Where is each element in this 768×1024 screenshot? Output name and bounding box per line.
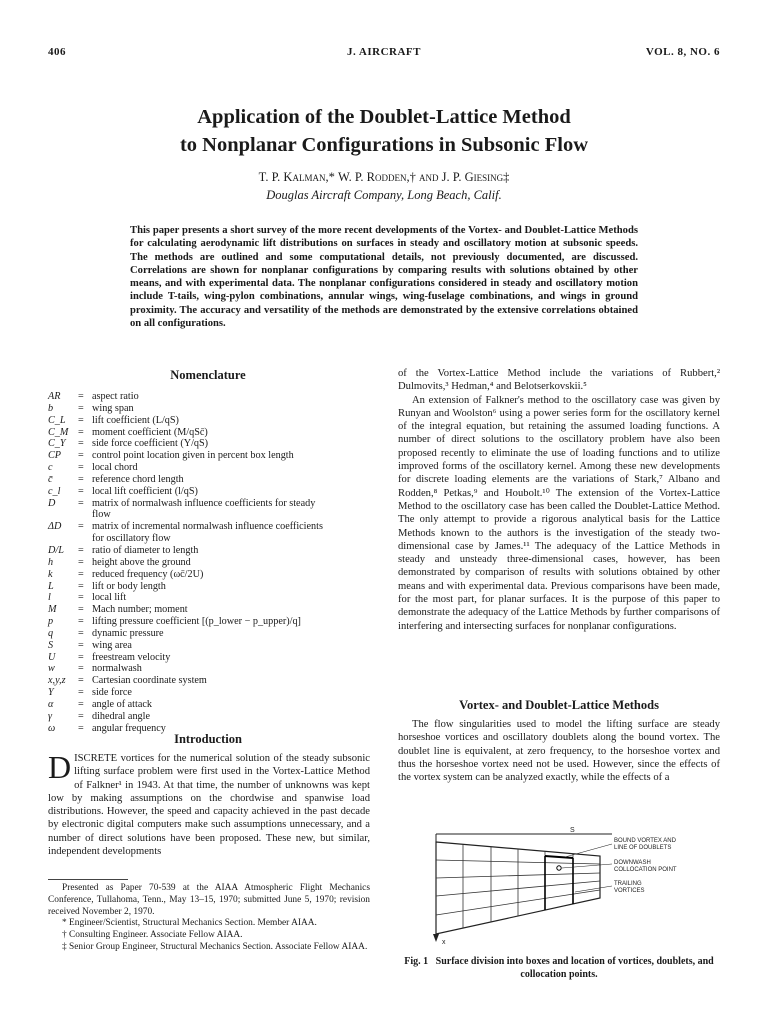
nomenclature-row [48,569,373,581]
nomenclature-equals: = [78,414,84,426]
nomenclature-symbol: w [48,663,55,675]
nomenclature-definition: reference chord length [92,473,184,485]
label-bound-vortex-1: BOUND VORTEX AND [614,838,676,844]
nomenclature-row [48,391,373,403]
nomenclature-heading: Nomenclature [170,368,246,382]
nomenclature-symbol: CP [48,450,62,462]
bound-vortex [545,856,573,858]
nomenclature-equals: = [78,391,84,402]
nomenclature-definition: lifting pressure coefficient [(p_lower − p_upper)/q] [92,616,301,628]
nomenclature-row [48,427,373,439]
paper-title [0,103,768,159]
nomenclature-symbol: AR [48,391,61,402]
nomenclature-symbol: D/L [48,544,64,556]
caption-text: Surface division into boxes and location of vortices, doublets, and collocation points. [435,956,714,980]
nomenclature-equals: = [78,544,84,556]
nomenclature-equals: = [78,438,84,450]
wing-lattice-diagram [400,822,720,952]
section-heading-vdl: Vortex- and Doublet-Lattice Methods [459,698,659,712]
nomenclature-symbol: C_M [48,426,69,438]
nomenclature-equals: = [78,497,84,509]
footnote-rule [48,879,128,880]
nomenclature-symbol: ω [48,722,56,734]
nomenclature-definition: wing area [92,639,132,651]
nomenclature-symbol: C_Y [48,438,66,450]
caption-label: Fig. 1 [404,956,429,967]
nomenclature-definition: aspect ratio [92,391,139,402]
nomenclature-equals: = [78,402,84,414]
nomenclature-definition: freestream velocity [92,651,171,663]
nomenclature-equals: = [78,687,84,699]
nomenclature-definition: wing span [92,402,134,414]
nomenclature-row [48,604,373,616]
author-rodden: W. P. Rodden,† [337,170,416,184]
nomenclature-equals: = [78,592,84,604]
nomenclature-row [48,450,373,462]
nomenclature-equals: = [78,556,84,568]
nomenclature-definition: angle of attack [92,698,152,710]
leader-lines [562,844,612,892]
paragraph: An extension of Falkner's method to the oscillatory case was given by Runyan and Woolston⁶ using a power series form for the oscillatory kernel of the integral equation, but retaining the assumed loading functions. A number of direct solutions to the oscillatory problem have also been proposed recently to eliminate the use of loading functions and to utilize improved forms of the oscillatory kernel. Among these new developments for discrete loading elements are the variations of Stark,⁷ Albano and Rodden,⁸ Petkas,⁹ and Houbolt.¹⁰ The extension of the Vortex-Lattice Method to the oscillatory case has been called the Doublet-Lattice Method. The only attempt to provide a rigorous analytical basis for the Lattice Methods known to the authors is the investigation of the steady two-dimensional case by James.¹¹ The adequacy of the Lattice Methods in steady and unsteady three-dimensional cases, however, has been demonstrated by comparison of results with solutions obtained by other means and with experimental data. Previous comparisons have been made, for the most part, for planar surfaces. It is the purpose of this paper to demonstrate the adequacy of the Lattice Methods by further comparisons of interfering and intersecting surfaces for nonplanar configurations. [398,394,720,632]
nomenclature-row [48,462,373,474]
affiliation: Douglas Aircraft Company, Long Beach, Calif. [266,188,502,202]
nomenclature-definition: local lift coefficient (l/qS) [92,485,198,497]
nomenclature-row [48,521,373,533]
label-s: S [570,827,575,834]
journal-name: J. AIRCRAFT [347,46,421,58]
nomenclature-symbol: q [48,627,54,639]
label-trailing-2: VORTICES [614,888,645,894]
nomenclature-definition: angular frequency [92,722,166,734]
footnotes [48,883,370,954]
abstract: This paper presents a short survey of the more recent developments of the Vortex- and Doublet-Lattice Methods for calculating aerodynamic lift distributions on surfaces in steady and oscillatory motion at subsonic speeds. The methods are outlined and some computational details, not previously documented, are discussed. Correlations are shown for nonplanar configurations by comparing results with solutions obtained by other means, and with experimental data. The nonplanar configurations considered in steady and oscillatory motion include T-tails, wing-pylon combinations, annular wings, wing-fuselage combinations, and wings in ground proximity. The accuracy and versatility of the methods are demonstrated by the extensive correlations obtained on all configurations. [130,225,638,330]
nomenclature-definition: local chord [92,462,138,474]
author-kalman: T. P. Kalman,* [258,170,335,184]
footnote: ‡ Senior Group Engineer, Structural Mechanics Section. Associate Fellow AIAA. [62,941,368,952]
nomenclature-definition: reduced frequency (ωc̄/2U) [92,568,204,580]
nomenclature-row [48,628,373,640]
introduction-heading: Introduction [174,732,242,746]
footnote: † Consulting Engineer. Associate Fellow AIAA. [62,930,243,941]
page-number: 406 [48,46,66,58]
nomenclature-equals: = [78,651,84,663]
introduction-body: ISCRETE vortices for the numerical solution of the steady subsonic lifting surface problem were first used in the Vortex-Lattice Method of Falkner¹ in 1943. At that time, the number of unknowns was kept low by making assumptions on the chordwise and spanwise load distributions. However, the speed and capacity achieved in the past decade by electronic digital computers make such assumptions unnecessary, and a number of direct solutions have been proposed. These new, but similar, independent developments [48,753,370,858]
nomenclature-equals: = [78,580,84,592]
label-downwash-1: DOWNWASH [614,860,651,866]
nomenclature-symbol: p [48,616,54,628]
nomenclature-definition: side force [92,687,132,699]
nomenclature-symbol: U [48,651,56,663]
nomenclature-symbol: C_L [48,414,66,426]
paragraph: of the Vortex-Lattice Method include the variations of Rubbert,² Dulmovits,³ Hedman,⁴ and Belotserkovskii.⁵ [398,368,720,393]
nomenclature-row [48,699,373,711]
author-block [0,168,768,204]
paragraph: The flow singularities used to model the lifting surface are steady horseshoe vortices and oscillatory doublets along the bound vortex. The doublet line is equivalent, at zero frequency, to the horseshoe vortex and thus the horseshoe vortex need not be used. However, since the effects of the vortex system can be analyzed exactly, while the effects of a [398,719,720,784]
nomenclature-row [48,616,373,628]
nomenclature-row [48,415,373,427]
nomenclature-row [48,486,373,498]
nomenclature-equals: = [78,604,84,616]
volume-info: VOL. 8, NO. 6 [645,46,720,58]
nomenclature-equals: = [78,521,84,533]
nomenclature-symbol: l [48,592,51,604]
title-line-1: Application of the Doublet-Lattice Method [197,106,571,128]
nomenclature-symbol: Y [48,687,54,699]
nomenclature-equals: = [78,663,84,675]
nomenclature-symbol: c [48,462,53,474]
nomenclature-definition: dihedral angle [92,710,150,722]
title-line-2: to Nonplanar Configurations in Subsonic Flow [179,134,588,156]
nomenclature-equals: = [78,450,84,462]
nomenclature-symbol: c_l [48,485,61,497]
nomenclature-row [48,711,373,723]
label-bound-vortex-2: LINE OF DOUBLETS [614,845,672,851]
nomenclature-equals: = [78,710,84,722]
nomenclature-symbol: ΔD [48,521,62,533]
nomenclature-definition: side force coefficient (Y/qS) [92,438,209,450]
nomenclature-row [48,498,373,510]
nomenclature-row [48,581,373,593]
nomenclature-equals: = [78,616,84,628]
nomenclature-equals: = [78,627,84,639]
nomenclature-definition: Mach number; moment [92,604,188,616]
nomenclature-row [48,403,373,415]
footnote: * Engineer/Scientist, Structural Mechanics Section. Member AIAA. [62,918,317,929]
figure-1 [400,822,720,952]
nomenclature-equals: = [78,722,84,734]
figure-caption [398,956,720,981]
nomenclature-definition: normalwash [92,663,142,675]
nomenclature-symbol: α [48,698,54,710]
label-trailing-1: TRAILING [614,881,642,887]
nomenclature-equals: = [78,426,84,438]
nomenclature-equals: = [78,639,84,651]
author-and: and [419,170,439,184]
nomenclature-definition: lift coefficient (L/qS) [92,414,179,426]
nomenclature-equals: = [78,473,84,485]
nomenclature-row [48,675,373,687]
nomenclature-symbol: b [48,402,54,414]
nomenclature-row [48,545,373,557]
nomenclature-row [48,438,373,450]
nomenclature-definition-continued: for oscillatory flow [92,533,171,545]
nomenclature-equals: = [78,462,84,474]
nomenclature-symbol: S [48,639,54,651]
nomenclature-symbol: M [48,604,57,616]
nomenclature-equals: = [78,698,84,710]
x-axis-arrow [433,934,439,942]
nomenclature-definition: local lift [92,592,127,604]
nomenclature-equals: = [78,675,84,687]
nomenclature-symbol: L [48,580,54,592]
nomenclature-definition: matrix of normalwash influence coefficients for steady [92,497,316,509]
collocation-point [557,866,561,870]
nomenclature-definition: control point location given in percent box length [92,450,294,462]
vdl-text [398,718,720,784]
nomenclature-row [48,592,373,604]
nomenclature-definition: ratio of diameter to length [92,544,199,556]
nomenclature-definition: lift or body length [92,580,166,592]
right-column-text [398,367,720,633]
nomenclature-symbol: γ [48,710,53,722]
nomenclature-definition: height above the ground [92,556,191,568]
nomenclature-symbol: c̄ [48,473,53,485]
nomenclature-list [48,391,373,734]
nomenclature-symbol: D [48,497,56,509]
nomenclature-equals: = [78,568,84,580]
footnote: Presented as Paper 70-539 at the AIAA Atmospheric Flight Mechanics Conference, Tullahoma, Tenn., May 13–15, 1970; submitted June 5, 1970; revision received November 2, 1970. [48,883,370,917]
nomenclature-equals: = [78,485,84,497]
nomenclature-row [48,557,373,569]
nomenclature-symbol: x,y,z [48,675,66,687]
nomenclature-definition: Cartesian coordinate system [92,675,207,687]
nomenclature-definition: moment coefficient (M/qSc̄) [92,426,208,438]
nomenclature-row [48,640,373,652]
nomenclature-definition: dynamic pressure [92,627,164,639]
nomenclature-symbol: h [48,556,54,568]
nomenclature-row [48,687,373,699]
nomenclature-row [48,652,373,664]
introduction-text [48,749,370,858]
nomenclature-row [48,474,373,486]
nomenclature-definition-continued: flow [92,509,111,521]
nomenclature-row [48,663,373,675]
label-downwash-2: COLLOCATION POINT [614,867,677,873]
author-giesing: J. P. Giesing‡ [441,170,510,184]
nomenclature-definition: matrix of incremental normalwash influence coefficients [92,521,323,533]
label-x: x [442,939,446,946]
drop-cap: D [48,749,72,785]
nomenclature-symbol: k [48,568,53,580]
